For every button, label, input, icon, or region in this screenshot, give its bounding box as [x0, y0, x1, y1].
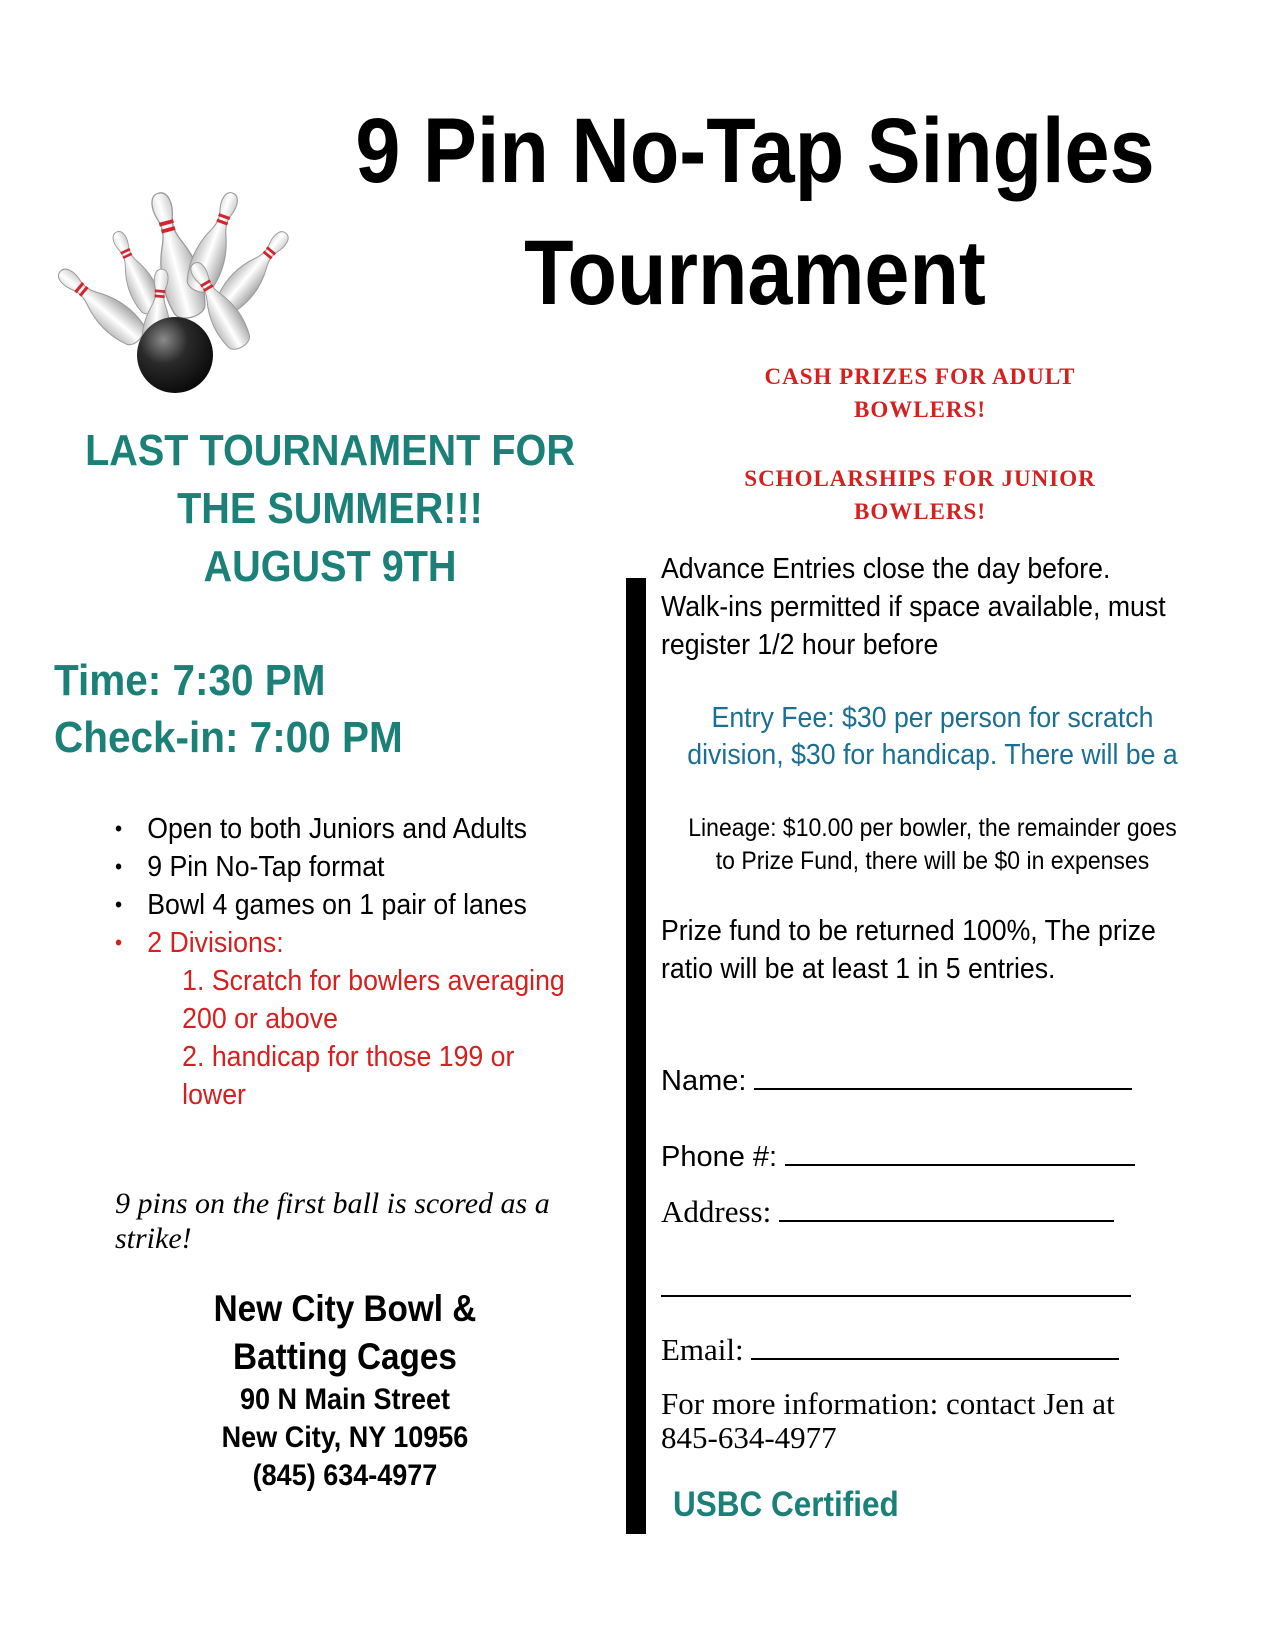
list-item: • Open to both Juniors and Adults [115, 810, 575, 848]
phone-blank[interactable] [785, 1136, 1135, 1166]
division-scratch: 1. Scratch for bowlers averaging 200 or above [182, 965, 565, 1035]
prize-announcement [690, 360, 1150, 528]
cash-prize-line-1: CASH PRIZES FOR ADULT [764, 364, 1076, 389]
venue-info [179, 1285, 512, 1495]
lineage-info [677, 812, 1188, 878]
contact-phone: 845-634-4977 [661, 1420, 837, 1455]
page-title [311, 90, 1200, 334]
venue-city: New City, NY 10956 [221, 1421, 469, 1454]
details-list [115, 810, 575, 1114]
list-item: • Bowl 4 games on 1 pair of lanes [115, 886, 575, 924]
entry-fee [677, 700, 1188, 774]
prize-fund-info [661, 912, 1176, 988]
phone-field[interactable] [661, 1136, 1135, 1176]
prize-fund-line-2: ratio will be at least 1 in 5 entries. [661, 953, 1056, 985]
cash-prize-line-2: BOWLERS! [854, 397, 986, 422]
strike-rule-note: 9 pins on the first ball is scored as a strike! [115, 1187, 550, 1255]
headline-date: AUGUST 9TH [203, 542, 457, 591]
email-field[interactable] [661, 1330, 1119, 1369]
name-label: Name: [661, 1065, 747, 1097]
division-handicap: 2. handicap for those 199 or lower [182, 1041, 515, 1111]
fee-line-2: division, $30 for handicap. There will be a [687, 739, 1178, 771]
venue-street: 90 N Main Street [239, 1383, 451, 1416]
address-label: Address: [661, 1194, 772, 1229]
name-blank[interactable] [754, 1060, 1132, 1090]
time-block [54, 652, 403, 766]
lineage-line-1: Lineage: $10.00 per bowler, the remainder goes [688, 814, 1177, 842]
fee-line-1: Entry Fee: $30 per person for scratch [711, 702, 1154, 734]
usbc-certified: USBC Certified [673, 1485, 899, 1524]
bowling-pins-icon [40, 180, 300, 410]
column-divider [626, 578, 646, 1534]
title-line-1: 9 Pin No-Tap Singles [355, 100, 1155, 202]
prize-fund-line-1: Prize fund to be returned 100%, The prize [661, 915, 1156, 947]
lineage-line-2: to Prize Fund, there will be $0 in expenses [715, 847, 1150, 875]
address-field[interactable] [661, 1192, 1114, 1231]
headline-line-1: LAST TOURNAMENT FOR [85, 426, 575, 475]
venue-phone: (845) 634-4977 [252, 1459, 438, 1492]
list-item-divisions: • 2 Divisions: [115, 924, 575, 962]
title-line-2: Tournament [524, 222, 986, 324]
contact-line-1: For more information: contact Jen at [661, 1386, 1115, 1421]
venue-name-1: New City Bowl & [213, 1288, 477, 1329]
scholarship-line-2: BOWLERS! [854, 499, 986, 524]
name-field[interactable] [661, 1060, 1132, 1100]
advance-line-2: Walk-ins permitted if space available, must [661, 591, 1166, 623]
list-item: • 9 Pin No-Tap format [115, 848, 575, 886]
advance-line-3: register 1/2 hour before [661, 629, 939, 661]
address-blank-2[interactable] [661, 1295, 1131, 1297]
headline-line-2: THE SUMMER!!! [177, 484, 483, 533]
email-blank[interactable] [751, 1330, 1119, 1360]
scholarship-line-1: SCHOLARSHIPS FOR JUNIOR [744, 466, 1096, 491]
email-label: Email: [661, 1332, 744, 1367]
phone-label: Phone #: [661, 1141, 778, 1173]
last-tournament-headline [78, 422, 582, 596]
advance-entries [661, 550, 1176, 664]
contact-info [661, 1387, 1181, 1455]
address-blank[interactable] [779, 1192, 1114, 1222]
advance-line-1: Advance Entries close the day before. [661, 553, 1111, 585]
venue-name-2: Batting Cages [233, 1336, 457, 1377]
checkin-time: Check-in: 7:00 PM [54, 713, 403, 762]
start-time: Time: 7:30 PM [54, 656, 326, 705]
